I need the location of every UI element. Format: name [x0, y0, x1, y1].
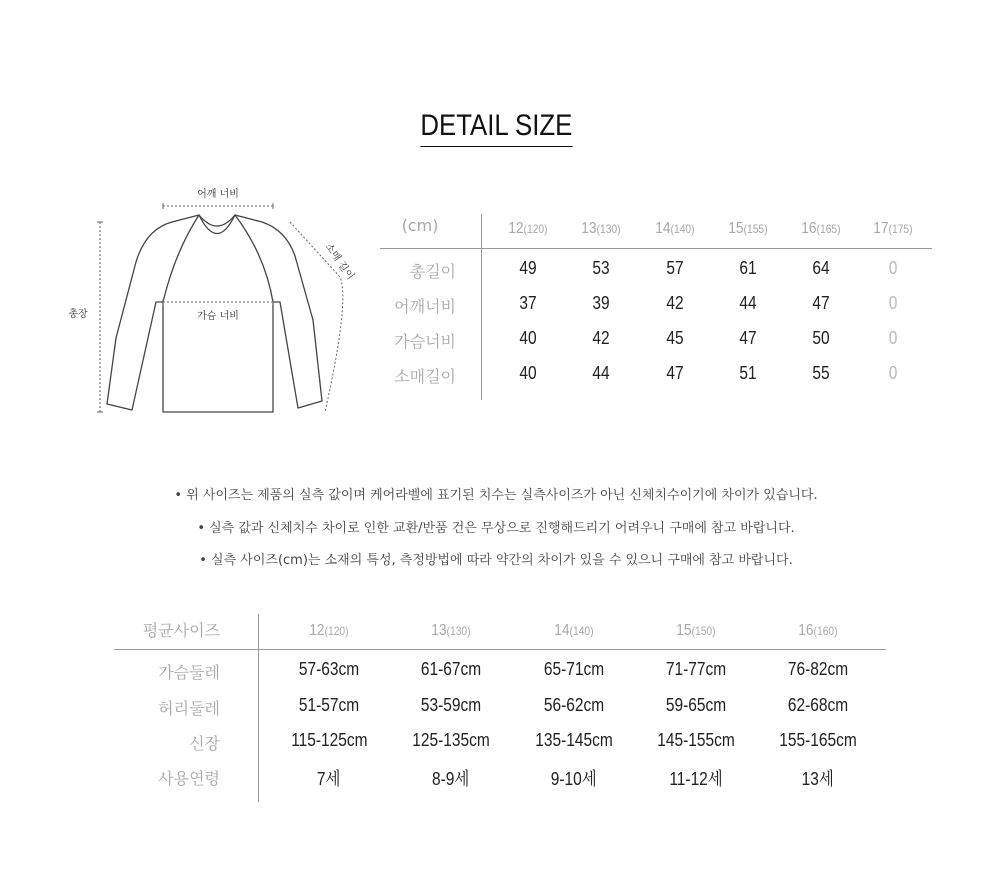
average-cell	[519, 765, 629, 791]
detail-cell-value: 47	[666, 363, 684, 383]
average-cell	[519, 730, 629, 751]
average-col-header	[519, 620, 629, 640]
average-label-divider	[258, 614, 259, 802]
average-cell	[519, 659, 629, 680]
average-cell-value: 11-12세	[669, 769, 723, 789]
detail-cell-value: 45	[666, 328, 684, 348]
average-col-size: 12	[309, 622, 325, 639]
detail-cell-value: 42	[592, 328, 610, 348]
page-title: DETAIL SIZE	[420, 108, 572, 147]
average-cell-value: 53-59cm	[420, 695, 482, 715]
detail-cell-value: 61	[739, 258, 757, 278]
detail-col-size: 14	[655, 220, 671, 237]
average-col-sub: (150)	[691, 624, 716, 638]
average-cell	[763, 695, 873, 716]
detail-cell-value: 50	[812, 328, 830, 348]
note-3: • 실측 사이즈(cm)는 소재의 특성, 측정방법에 따라 약간의 차이가 있을 수 있으니 구매에 참고 바랍니다.	[199, 553, 793, 568]
average-cell	[274, 765, 384, 791]
detail-cell-value: 47	[739, 328, 757, 348]
average-cell-value: 65-71cm	[543, 659, 605, 679]
average-cell-value: 145-155cm	[657, 730, 735, 750]
average-header-label: 평균사이즈	[142, 621, 220, 640]
detail-col-sub: (155)	[743, 222, 768, 236]
average-cell-value: 56-62cm	[543, 695, 605, 715]
detail-row-label: 소매길이	[394, 367, 456, 386]
average-cell-value: 8-9세	[432, 769, 470, 789]
detail-row-label: 어깨너비	[394, 297, 456, 316]
average-cell	[396, 659, 506, 680]
average-col-size: 14	[554, 622, 570, 639]
detail-cell-value: 47	[812, 293, 830, 313]
detail-cell-value: 0	[888, 328, 898, 348]
average-cell	[274, 659, 384, 680]
average-header-divider	[114, 649, 886, 650]
average-cell-value: 61-67cm	[420, 659, 482, 679]
average-col-header	[641, 620, 751, 640]
average-col-header	[763, 620, 873, 640]
detail-col-sub: (120)	[523, 222, 548, 236]
average-col-size: 13	[431, 622, 447, 639]
average-row-label: 사용연령	[158, 769, 220, 788]
average-cell-value: 71-77cm	[665, 659, 727, 679]
detail-cell-value: 44	[739, 293, 757, 313]
detail-cell-value: 49	[519, 258, 537, 278]
average-col-sub: (140)	[569, 624, 594, 638]
detail-col-size: 12	[508, 220, 524, 237]
average-cell	[641, 765, 751, 791]
average-cell-value: 135-145cm	[535, 730, 613, 750]
average-col-size: 16	[798, 622, 814, 639]
detail-cell-value: 37	[519, 293, 537, 313]
average-cell	[763, 730, 873, 751]
total-length-label: 총장	[68, 309, 88, 320]
average-cell-value: 76-82cm	[787, 659, 849, 679]
average-cell-value: 57-63cm	[298, 659, 360, 679]
average-col-header	[396, 620, 506, 640]
average-cell	[641, 659, 751, 680]
detail-cell-value: 0	[888, 258, 898, 278]
average-row-label: 가슴둘레	[158, 663, 220, 682]
detail-cell-value: 44	[592, 363, 610, 383]
average-cell-value: 125-135cm	[412, 730, 490, 750]
average-col-size: 15	[676, 622, 692, 639]
detail-col-sub: (140)	[670, 222, 695, 236]
detail-cell-value: 40	[519, 328, 537, 348]
detail-col-size: 15	[728, 220, 744, 237]
detail-cell-value: 64	[812, 258, 830, 278]
average-cell-value: 13세	[801, 769, 835, 789]
average-row-label: 허리둘레	[158, 699, 220, 718]
note-2: • 실측 값과 신체치수 차이로 인한 교환/반품 건은 무상으로 진행해드리기 어려우니 구매에 참고 바랍니다.	[197, 521, 795, 536]
detail-col-size: 13	[581, 220, 597, 237]
average-cell	[396, 730, 506, 751]
detail-cell-value: 40	[519, 363, 537, 383]
note-1: • 위 사이즈는 제품의 실측 값이며 케어라벨에 표기된 치수는 실측사이즈가 아닌 신체치수이기에 차이가 있습니다.	[174, 488, 818, 503]
average-cell	[519, 695, 629, 716]
average-cell	[274, 730, 384, 751]
average-cell	[396, 765, 506, 791]
average-col-sub: (130)	[446, 624, 471, 638]
average-row-label: 신장	[189, 734, 220, 753]
detail-cell-value: 0	[888, 363, 898, 383]
detail-cell-value: 55	[812, 363, 830, 383]
average-cell	[641, 695, 751, 716]
detail-col-sub: (130)	[596, 222, 621, 236]
average-cell-value: 59-65cm	[665, 695, 727, 715]
detail-cell-value: 51	[739, 363, 757, 383]
detail-cell-value: 53	[592, 258, 610, 278]
average-cell-value: 51-57cm	[298, 695, 360, 715]
detail-row-label: 가슴너비	[394, 332, 456, 351]
average-cell	[763, 765, 873, 791]
chest-width-label: 가슴 너비	[197, 311, 239, 322]
detail-col-size: 16	[801, 220, 817, 237]
sleeve-length-label: 소매 길이	[322, 241, 356, 282]
unit-label: (cm)	[401, 216, 439, 235]
average-cell-value: 115-125cm	[290, 730, 368, 750]
average-cell-value: 7세	[317, 769, 341, 789]
detail-cell-value: 42	[666, 293, 684, 313]
shoulder-width-label: 어깨 너비	[197, 189, 239, 200]
detail-col-size: 17	[873, 220, 889, 237]
detail-col-sub: (165)	[816, 222, 841, 236]
average-col-sub: (160)	[813, 624, 838, 638]
average-cell	[396, 695, 506, 716]
average-col-sub: (120)	[324, 624, 349, 638]
detail-cell-value: 39	[592, 293, 610, 313]
average-cell	[274, 695, 384, 716]
average-cell-value: 9-10세	[551, 769, 597, 789]
average-cell	[641, 730, 751, 751]
average-col-header	[274, 620, 384, 640]
average-cell-value: 62-68cm	[787, 695, 849, 715]
detail-col-sub: (175)	[888, 222, 913, 236]
detail-cell-value: 0	[888, 293, 898, 313]
average-cell	[763, 659, 873, 680]
detail-row-label: 총길이	[409, 262, 456, 281]
average-cell-value: 155-165cm	[779, 730, 857, 750]
detail-cell-value: 57	[666, 258, 684, 278]
